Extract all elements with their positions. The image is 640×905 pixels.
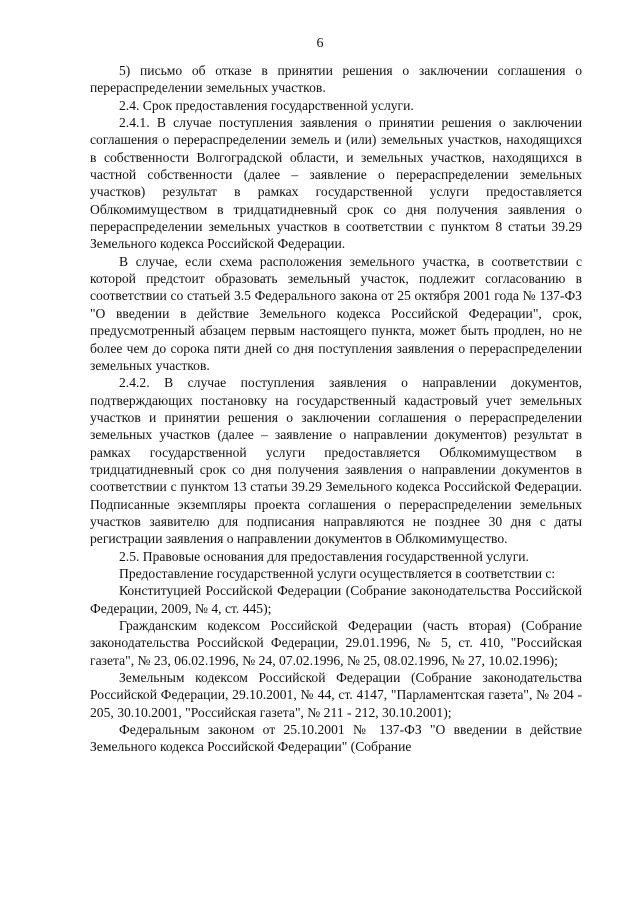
paragraph-legal-basis-intro: Предоставление государственной услуги осуществляется в соответствии с: [119, 565, 556, 581]
paragraph-2-4-2: 2.4.2. В случае поступления заявления о направлении документов, подтверждающих постановку на государственный кадастровый учет земельных участков и принятии решения о заключении соглашения о перераспределении земельных участков (далее – заявление о направлении документов) результат в рамках государственной услуги предоставляется Облкомимуществом в тридцатидневный срок со дня получения заявления о направлении документов в соответствии с пунктом 13 статьи 39.29 Земельного кодекса Российской Федерации. Подписанные экземпляры проекта соглашения о перераспределении земельных участков заявителю для подписания направляются не позднее 30 дня с даты регистрации заявления о направлении документов в Облкомимущество. [90, 375, 582, 547]
section-heading-2-4: 2.4. Срок предоставления государственной услуги. [119, 97, 414, 113]
paragraph-2-4-1: 2.4.1. В случае поступления заявления о принятии решения о заключении соглашения о перераспределении земель и (или) земельных участков, находящихся в собственности Волгоградской области, и земельных участков, находящихся в частной собственности (далее – заявление о перераспределении земельных участков) результат в рамках государственной услуги предоставляется Облкомимуществом в тридцатидневный срок со дня получения заявления о перераспределении земельных участков в соответствии с пунктом 8 статьи 39.29 Земельного кодекса Российской Федерации. [90, 115, 582, 252]
paragraph-federal-law: Федеральным законом от 25.10.2001 № 137-ФЗ "О введении в действие Земельного кодекса Российской Федерации" (Собрание [90, 722, 582, 755]
document-body [90, 62, 582, 756]
paragraph-constitution: Конституцией Российской Федерации (Собрание законодательства Российской Федерации, 2009, № 4, ст. 445); [90, 583, 582, 616]
paragraph-civil-code: Гражданским кодексом Российской Федерации (часть вторая) (Собрание законодательства Российской Федерации, 29.01.1996, № 5, ст. 410, "Российская газета", № 23, 06.02.1996, № 24, 07.02.1996, № 25, 08.02.1996, № 27, 10.02.1996); [90, 618, 582, 668]
paragraph-scheme-case: В случае, если схема расположения земельного участка, в соответствии с которой предстоит образовать земельный участок, подлежит согласованию в соответствии со статьей 3.5 Федерального закона от 25 октября 2001 года № 137-ФЗ "О введении в действие Земельного кодекса Российской Федерации", срок, предусмотренный абзацем первым настоящего пункта, может быть продлен, но не более чем до сорока пяти дней со дня поступления заявления о перераспределении земельных участков. [90, 253, 582, 373]
paragraph-land-code: Земельным кодексом Российской Федерации (Собрание законодательства Российской Федерации, 29.10.2001, № 44, ст. 4147, "Парламентская газета", № 204 - 205, 30.10.2001, "Российская газета", № 211 - 212, 30.10.2001); [90, 670, 582, 720]
paragraph-refusal-letter: 5) письмо об отказе в принятии решения о заключении соглашения о перераспределении земельных участков. [90, 63, 582, 96]
section-heading-2-5: 2.5. Правовые основания для предоставления государственной услуги. [119, 548, 529, 564]
page-number: 6 [316, 36, 324, 51]
